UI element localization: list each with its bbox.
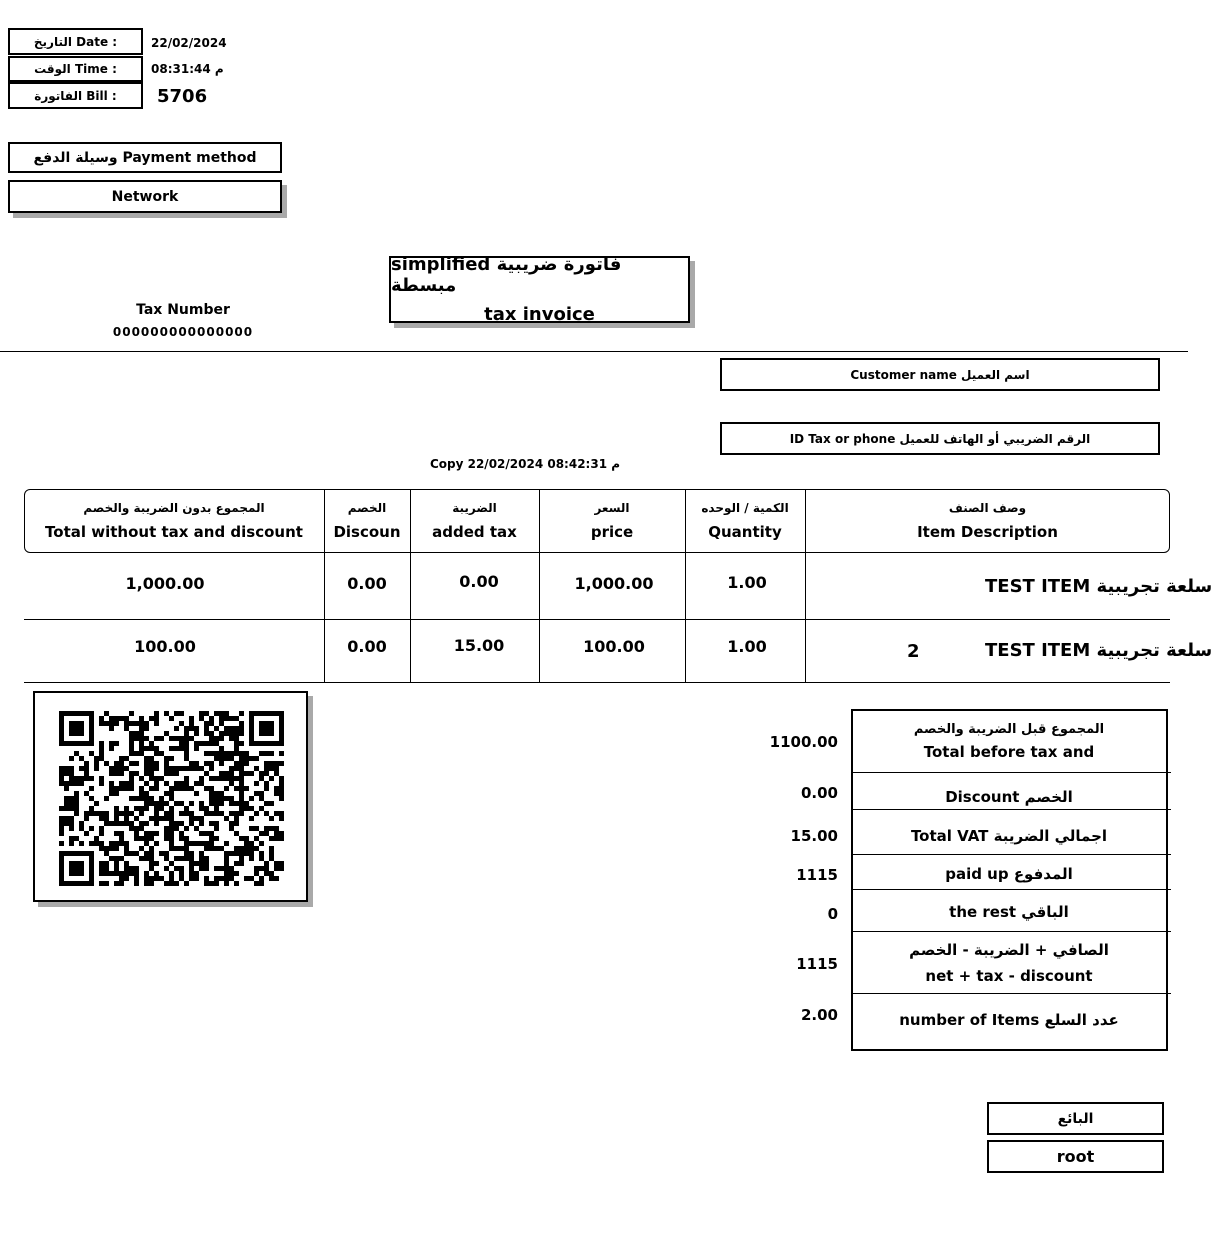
customer-id-box: [720, 422, 1160, 455]
number-of-items-label-text: number of Items عدد السلع: [899, 1011, 1119, 1029]
time-label-box: [8, 56, 143, 82]
qr-code-icon: [59, 711, 284, 886]
th-tax-en: added tax: [432, 523, 517, 541]
payment-method-label: وسيلة الدفع Payment method: [33, 149, 257, 166]
seller-label: البائع: [1057, 1110, 1094, 1127]
row1-description: TEST ITEM سلعة تجريبية: [985, 576, 1212, 597]
date-label-box: [8, 28, 143, 55]
tax-number-label: Tax Number: [136, 302, 230, 318]
date-value: 22/02/2024: [151, 36, 227, 50]
total-vat-label: [853, 817, 1165, 855]
paid-up-label-text: paid up المدفوع: [945, 865, 1073, 883]
th-price-ar: السعر: [594, 501, 630, 515]
discount-label: [853, 781, 1165, 813]
invoice-title-box: [389, 256, 690, 323]
payment-method-label-box: [8, 142, 282, 173]
customer-name-label: Customer name اسم العميل: [850, 367, 1030, 382]
net-total-ar: الصافي + الضريبة - الخصم: [909, 941, 1109, 959]
totals-divider: [851, 772, 1171, 773]
total-before-tax-label: [853, 711, 1165, 772]
th-description: [805, 490, 1170, 552]
th-tax-ar: الضريبة: [452, 501, 497, 515]
th-quantity: [685, 490, 805, 552]
bill-label: الفاتورة Bill :: [34, 88, 117, 103]
total-before-tax-ar: المجموع قبل الضريبة والخصم: [913, 722, 1105, 737]
row2-description: TEST ITEM سلعة تجريبية: [985, 640, 1212, 661]
tax-number-value: 000000000000000: [112, 325, 254, 339]
row1-discount: 0.00: [347, 573, 387, 593]
th-price-en: price: [590, 523, 634, 541]
row2-total: 100.00: [134, 636, 196, 656]
totals-divider: [851, 993, 1171, 994]
row2-description-number: 2: [907, 641, 920, 662]
date-label: التاريخ Date :: [33, 34, 118, 49]
th-description-en: Item Description: [917, 523, 1058, 541]
net-total-en: net + tax - discount: [925, 967, 1093, 985]
total-vat-label-text: Total VAT اجمالي الضريبة: [910, 827, 1108, 845]
customer-id-label: ID Tax or phone الرقم الضريبي أو الهاتف للعميل: [789, 431, 1091, 446]
row-divider: [24, 682, 1170, 683]
seller-value-box: [987, 1140, 1164, 1173]
the-rest-label: [853, 893, 1165, 931]
th-discount-ar: الخصم: [347, 501, 387, 515]
row2-price: 100.00: [583, 636, 645, 656]
the-rest-label-text: the rest الباقي: [949, 903, 1069, 921]
number-of-items-value: 2.00: [800, 1006, 838, 1024]
row2-tax: 15.00: [453, 635, 505, 655]
row1-total: 1,000.00: [125, 573, 205, 593]
th-discount-en: Discoun: [333, 523, 401, 541]
row1-tax: 0.00: [459, 571, 499, 591]
copy-timestamp: Copy 22/02/2024 08:42:31 م: [429, 457, 621, 471]
row1-price: 1,000.00: [574, 573, 654, 593]
total-before-tax-value: 1100.00: [769, 733, 838, 751]
seller-label-box: [987, 1102, 1164, 1135]
invoice-title-line1: simplified فاتورة ضريبية مبسطة: [391, 254, 622, 296]
number-of-items-label: [853, 995, 1165, 1045]
paid-up-value: 1115: [796, 866, 838, 884]
th-quantity-ar: الكمية / الوحده: [701, 501, 789, 515]
net-total-label: [853, 933, 1165, 993]
th-tax: [410, 490, 539, 552]
totals-divider: [851, 931, 1171, 932]
th-quantity-en: Quantity: [708, 523, 782, 541]
th-total-en: Total without tax and discount: [45, 523, 303, 541]
th-description-ar: وصف الصنف: [948, 501, 1027, 515]
qr-code-frame: [33, 691, 308, 902]
paid-up-label: [853, 857, 1165, 891]
customer-name-box: [720, 358, 1160, 391]
discount-label-text: Discount الخصم: [945, 788, 1073, 806]
discount-value: 0.00: [800, 784, 838, 802]
row1-quantity: 1.00: [727, 572, 767, 592]
th-discount: [324, 490, 410, 552]
total-vat-value: 15.00: [790, 827, 838, 845]
header-divider: [0, 351, 1188, 352]
seller-value: root: [1056, 1147, 1095, 1166]
invoice-title-line2: tax invoice: [484, 304, 595, 325]
net-total-value: 1115: [796, 955, 838, 973]
th-price: [539, 490, 685, 552]
the-rest-value: 0: [827, 905, 838, 923]
th-total: [24, 490, 324, 552]
total-before-tax-en: Total before tax and: [923, 743, 1095, 761]
payment-method-value: Network: [111, 188, 179, 205]
bill-label-box: [8, 82, 143, 109]
row2-discount: 0.00: [347, 636, 387, 656]
row2-quantity: 1.00: [727, 636, 767, 656]
time-value: 08:31:44 م: [151, 62, 224, 76]
time-label: الوقت Time :: [34, 62, 117, 76]
bill-value: 5706: [157, 86, 208, 107]
th-total-ar: المجموع بدون الضريبة والخصم: [83, 501, 265, 515]
payment-method-value-box: [8, 180, 282, 213]
